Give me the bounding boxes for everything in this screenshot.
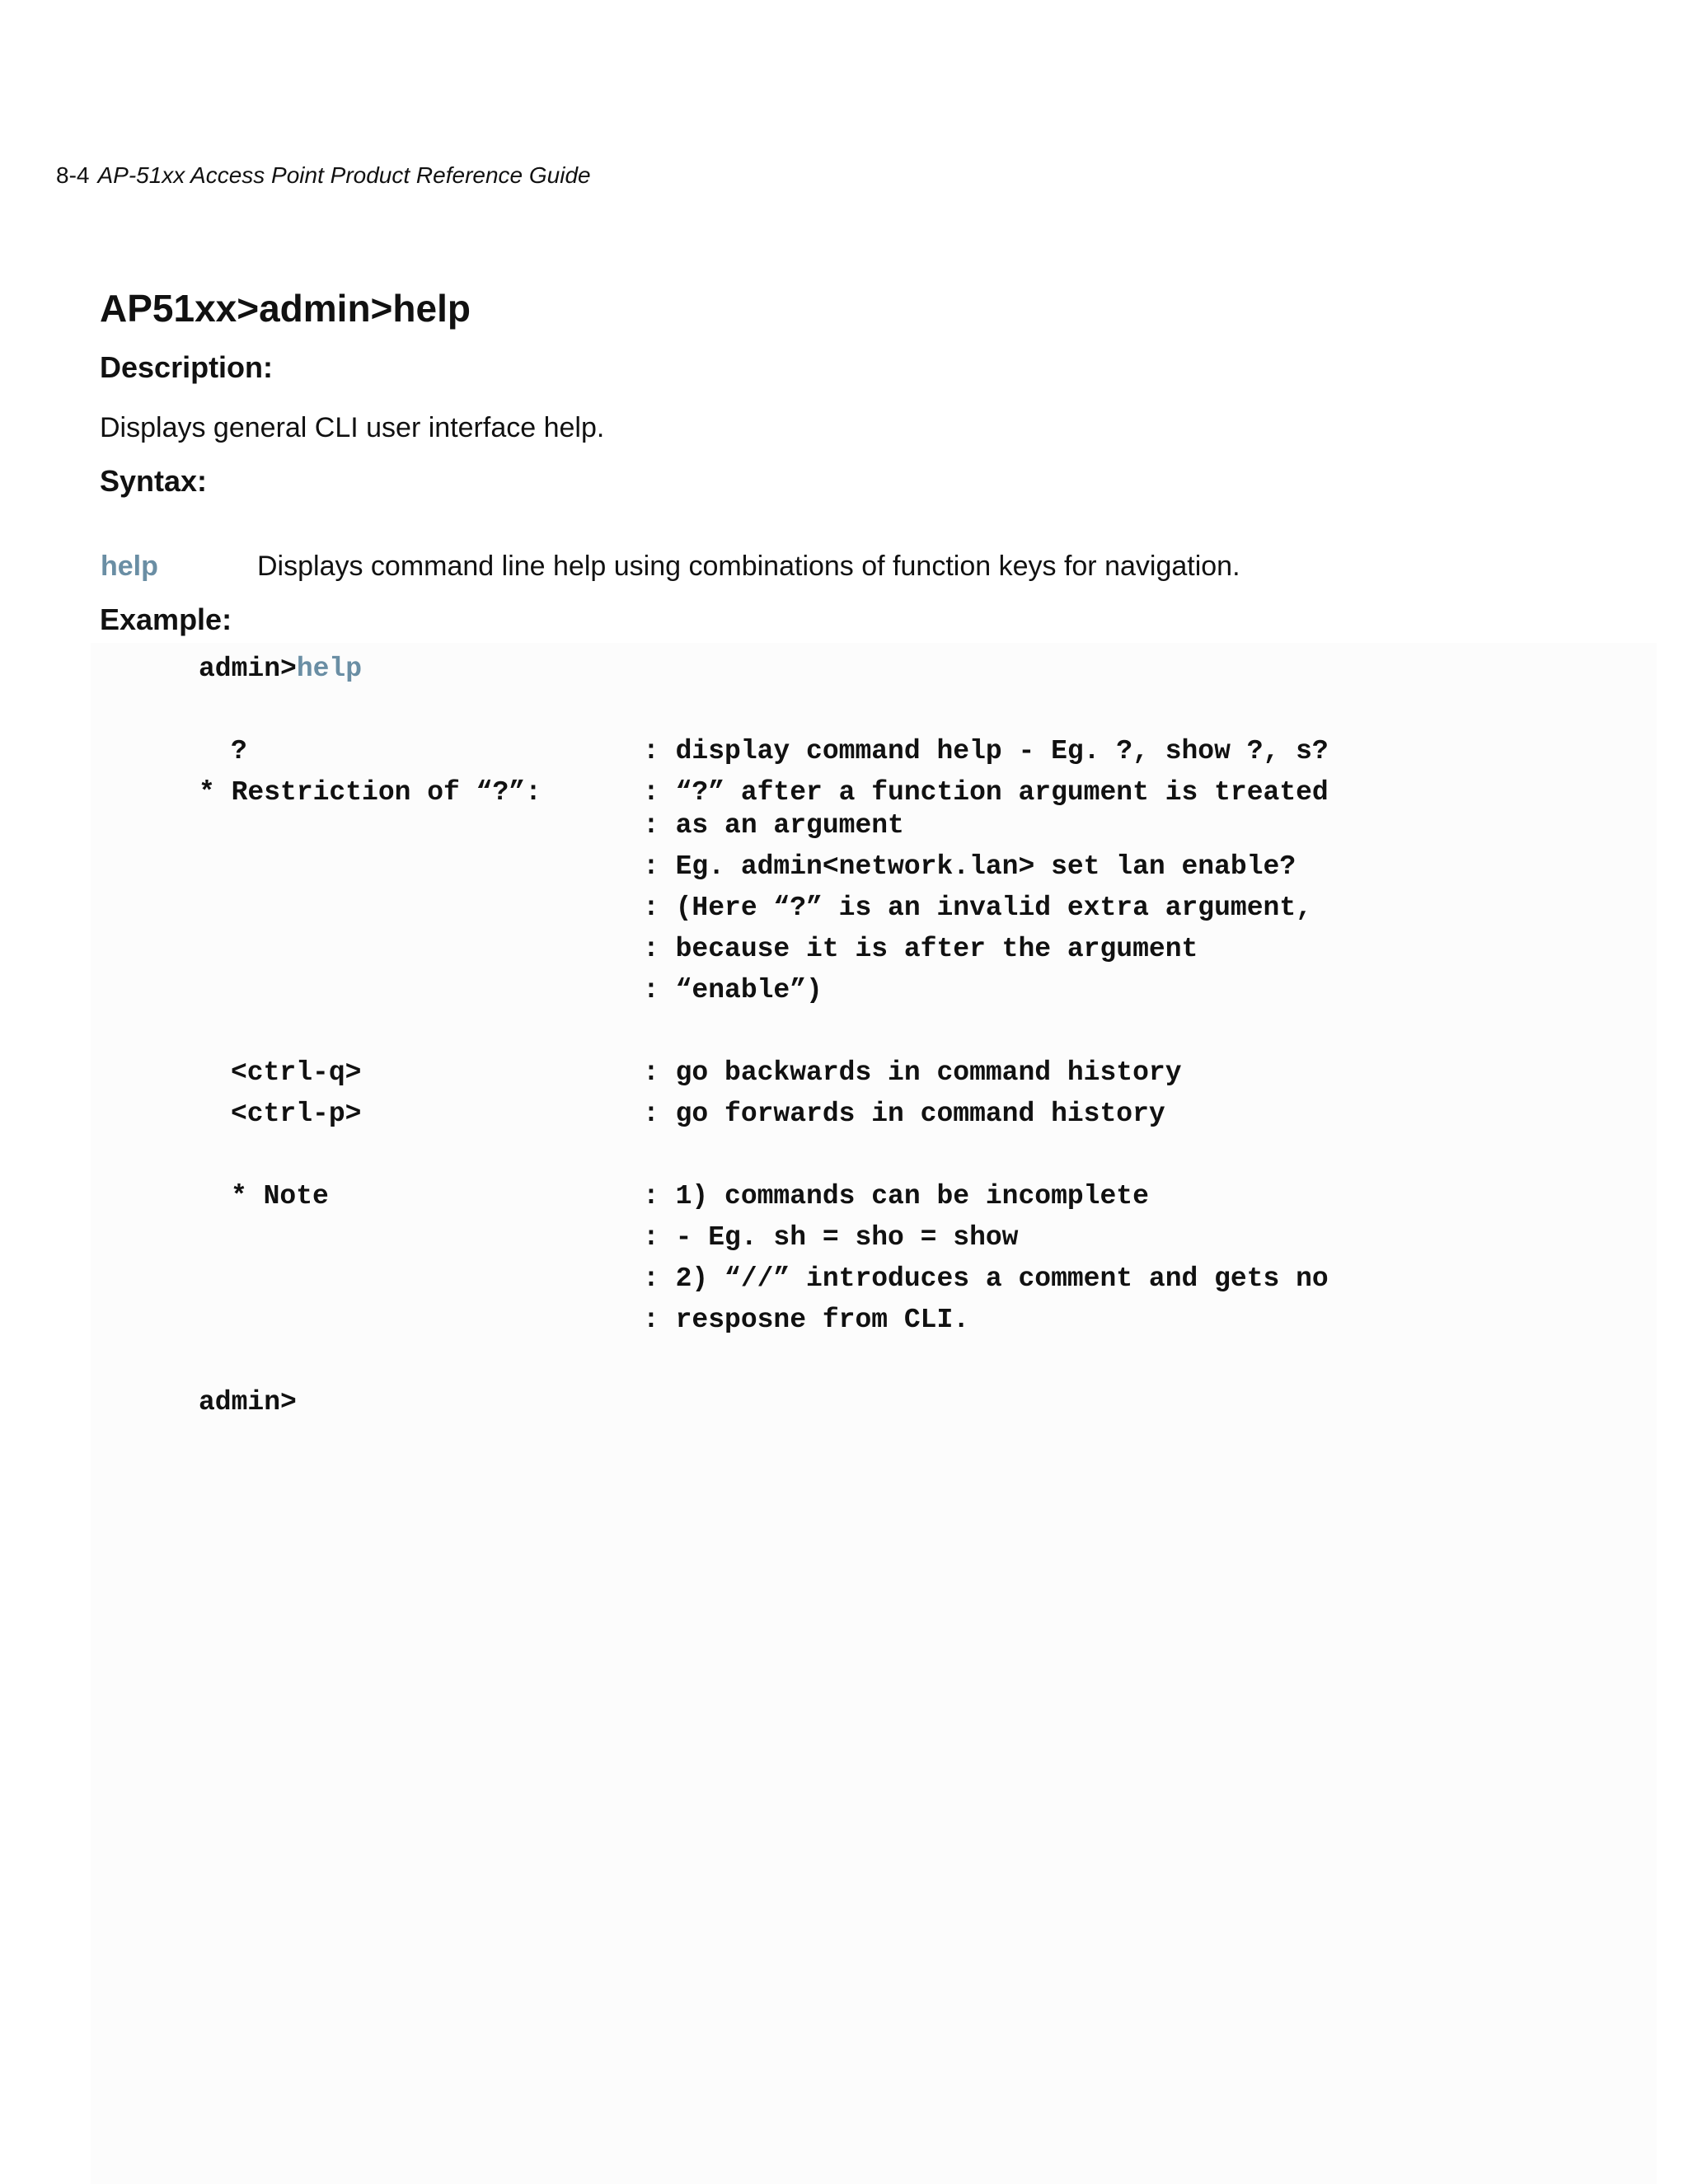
page-header	[56, 162, 591, 190]
note-desc-line: : resposne from CLI.	[643, 1305, 970, 1335]
syntax-heading: Syntax:	[100, 464, 208, 498]
prompt-line	[199, 653, 362, 686]
ctrl-p-label: <ctrl-p>	[231, 1099, 362, 1129]
restriction-desc-line: : (Here “?” is an invalid extra argument,	[643, 893, 1312, 923]
guide-title: AP-51xx Access Point Product Reference Guide	[97, 162, 591, 188]
prompt-command: help	[296, 654, 363, 684]
note-desc-line: : - Eg. sh = sho = show	[643, 1222, 1019, 1253]
ctrl-q-label: <ctrl-q>	[231, 1057, 362, 1088]
restriction-desc-line: : Eg. admin<network.lan> set lan enable?	[643, 851, 1296, 882]
ctrl-p-desc: : go forwards in command history	[643, 1099, 1165, 1129]
description-text: Displays general CLI user interface help.	[100, 412, 605, 443]
page-number: 8-4	[56, 162, 90, 188]
restriction-desc-line: : as an argument	[643, 810, 904, 841]
note-desc-line: : 2) “//” introduces a comment and gets no	[643, 1263, 1329, 1294]
example-heading: Example:	[100, 602, 232, 636]
ctrl-q-desc: : go backwards in command history	[643, 1057, 1182, 1088]
prompt-text: admin>	[199, 654, 297, 684]
end-prompt: admin>	[199, 1387, 297, 1418]
help-key-desc: : display command help - Eg. ?, show ?, s?	[643, 736, 1329, 766]
restriction-desc-line: : “enable”)	[643, 975, 823, 1005]
section-title: AP51xx>admin>help	[100, 287, 471, 330]
restriction-label: * Restriction of “?”:	[199, 777, 542, 808]
syntax-description: Displays command line help using combinations of function keys for navigation.	[257, 551, 1240, 582]
restriction-desc-line: : because it is after the argument	[643, 934, 1198, 964]
help-key-label: ?	[231, 736, 247, 766]
restriction-desc-line: : “?” after a function argument is treated	[643, 777, 1329, 808]
note-desc-line: : 1) commands can be incomplete	[643, 1181, 1149, 1212]
note-label: * Note	[231, 1181, 329, 1212]
code-example-block	[91, 643, 1657, 2184]
description-heading: Description:	[100, 350, 274, 384]
syntax-command: help	[101, 551, 158, 582]
